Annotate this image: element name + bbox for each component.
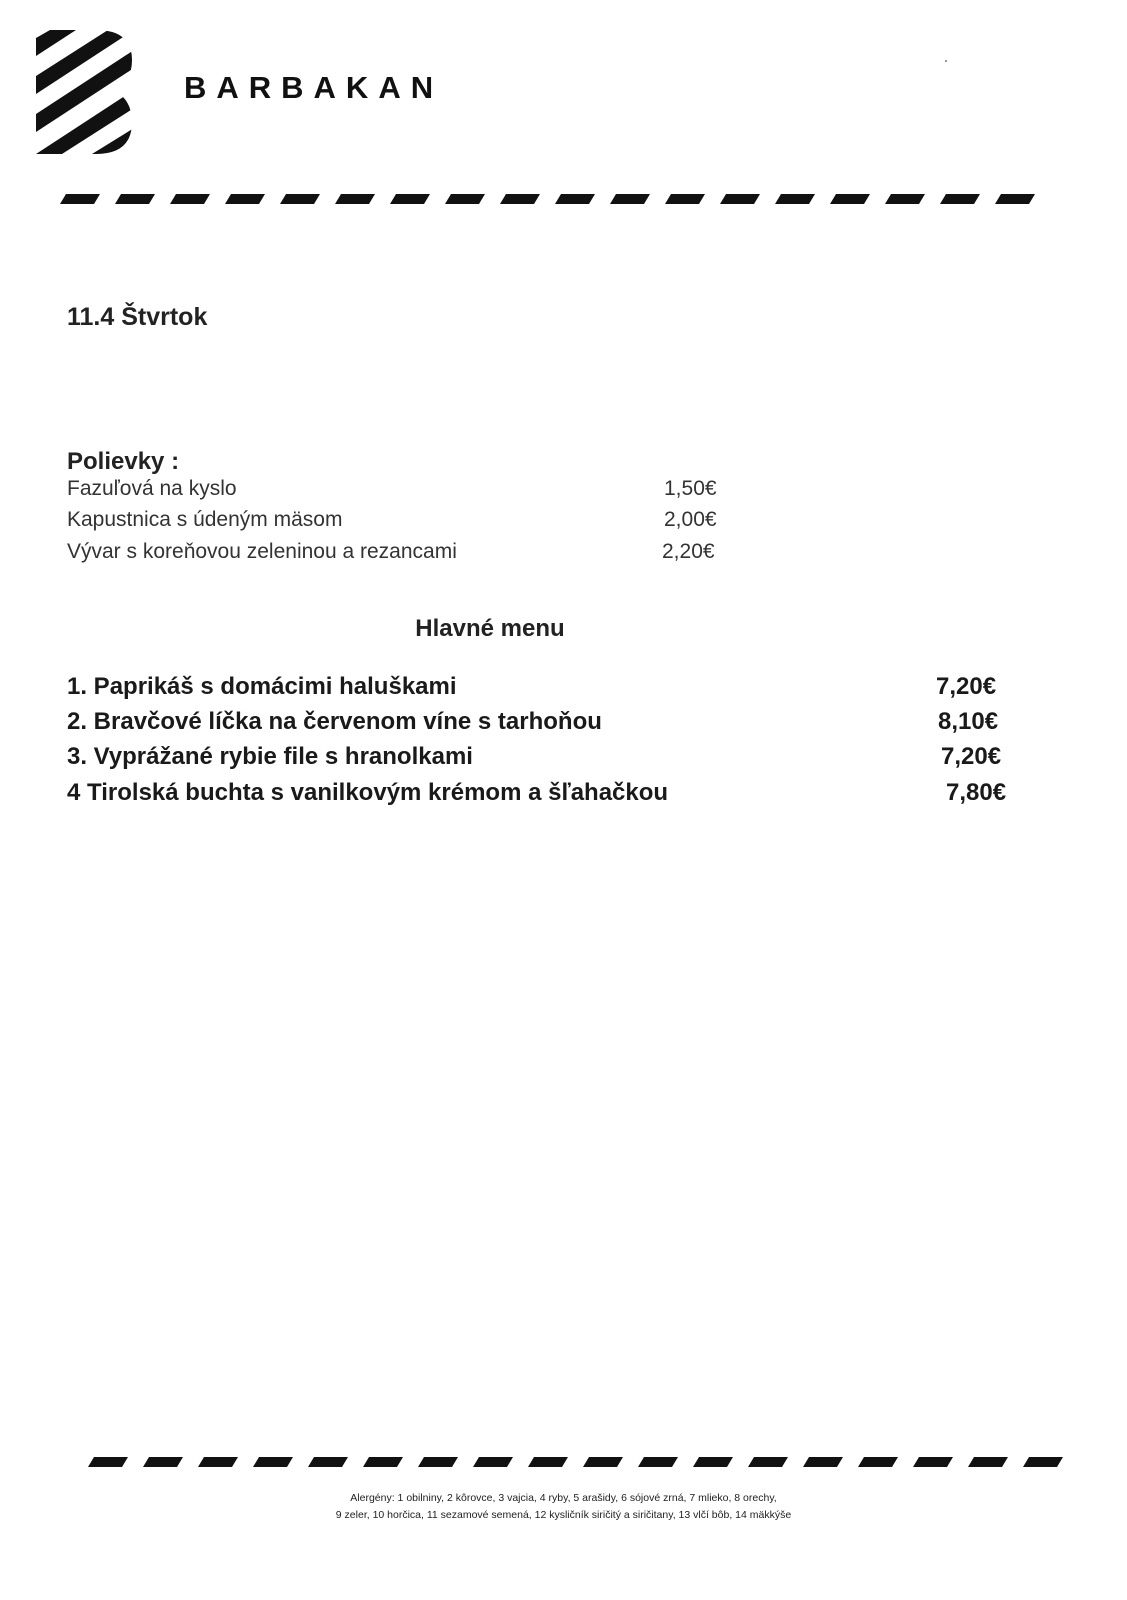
- divider-dash: [858, 1457, 898, 1467]
- divider-dash: [665, 194, 705, 204]
- divider-dash: [60, 194, 100, 204]
- soup-name: Fazuľová na kyslo: [67, 477, 237, 500]
- divider-dash: [803, 1457, 843, 1467]
- divider-dash: [555, 194, 595, 204]
- divider-dash: [885, 194, 925, 204]
- divider-dash: [170, 194, 210, 204]
- divider-dash: [308, 1457, 348, 1467]
- divider-dash: [610, 194, 650, 204]
- divider-dash: [775, 194, 815, 204]
- divider-dash: [940, 194, 980, 204]
- main-menu-heading: Hlavné menu: [415, 615, 565, 642]
- divider-dash: [693, 1457, 733, 1467]
- soup-price: 2,20€: [662, 540, 715, 563]
- decorative-dot: [945, 60, 947, 62]
- main-dish-name: 1. Paprikáš s domácimi haluškami: [67, 673, 457, 700]
- divider-dash: [500, 194, 540, 204]
- soup-price: 2,00€: [664, 508, 717, 531]
- allergens-line: 9 zeler, 10 horčica, 11 sezamové semená, 12 kysličník siričitý a siričitany, 13 vlčí bôb, 14 mäkkýše: [335, 1509, 792, 1521]
- main-dish-price: 8,10€: [938, 708, 999, 735]
- divider-dash: [418, 1457, 458, 1467]
- divider-dash: [995, 194, 1035, 204]
- divider-dash: [720, 194, 760, 204]
- soup-name: Kapustnica s údeným mäsom: [67, 508, 343, 531]
- divider-dash: [280, 194, 320, 204]
- divider-dash: [390, 194, 430, 204]
- soups-heading: Polievky :: [67, 448, 180, 475]
- divider-dash: [1023, 1457, 1063, 1467]
- main-dish-price: 7,20€: [936, 673, 997, 700]
- divider-dash: [445, 194, 485, 204]
- barbakan-logo-icon: [36, 30, 132, 154]
- divider-dash: [473, 1457, 513, 1467]
- main-dish-price: 7,80€: [946, 779, 1007, 806]
- main-dish-name: 2. Bravčové líčka na červenom víne s tarhoňou: [67, 708, 602, 735]
- divider-dash: [528, 1457, 568, 1467]
- top-divider: [60, 192, 1070, 206]
- divider-dash: [913, 1457, 953, 1467]
- divider-dash: [143, 1457, 183, 1467]
- divider-dash: [115, 194, 155, 204]
- brand-name: BARBAKAN: [184, 70, 444, 105]
- menu-date: 11.4 Štvrtok: [67, 303, 208, 331]
- divider-dash: [198, 1457, 238, 1467]
- soup-price: 1,50€: [664, 477, 717, 500]
- divider-dash: [335, 194, 375, 204]
- divider-dash: [88, 1457, 128, 1467]
- divider-dash: [968, 1457, 1008, 1467]
- divider-dash: [225, 194, 265, 204]
- main-dish-price: 7,20€: [941, 743, 1002, 770]
- main-dish-name: 4 Tirolská buchta s vanilkovým krémom a šľahačkou: [67, 779, 669, 806]
- divider-dash: [253, 1457, 293, 1467]
- allergens-line: Alergény: 1 obilniny, 2 kôrovce, 3 vajcia, 4 ryby, 5 arašidy, 6 sójové zrná, 7 mlieko, 8 orechy,: [350, 1492, 777, 1504]
- soup-name: Vývar s koreňovou zeleninou a rezancami: [67, 540, 457, 563]
- divider-dash: [363, 1457, 403, 1467]
- divider-dash: [583, 1457, 623, 1467]
- main-dish-name: 3. Vyprážané rybie file s hranolkami: [67, 743, 473, 770]
- divider-dash: [830, 194, 870, 204]
- divider-dash: [748, 1457, 788, 1467]
- divider-dash: [638, 1457, 678, 1467]
- bottom-divider: [88, 1455, 1068, 1469]
